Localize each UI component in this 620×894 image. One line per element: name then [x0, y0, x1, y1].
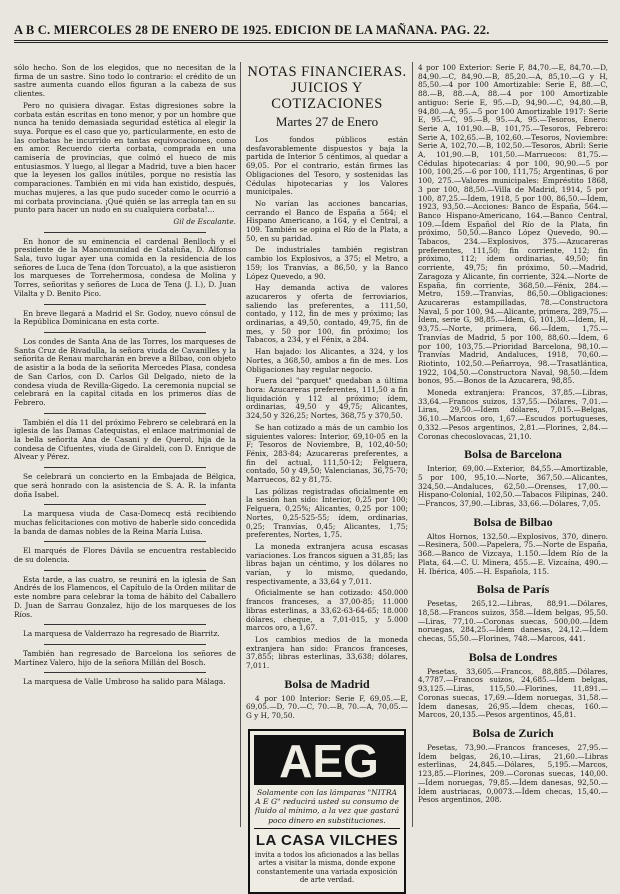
bolsa-zurich-text: Pesetas, 73,90.—Francos franceses, 27,95.—Ídem belgas, 26,10.—Liras, 21,60.—Libras esterlinas, 24,845.—Dólares, 5,195.—Marcos, 123,85.—Florines, 209.—Coronas suecas, 140,00.—Ídem noruegas, 79,85.—Ídem danesas, 92,50.—Ídem austriacas, 0,0073.—Ídem checas, 15,40.—Pesos argentinos, 208. [418, 743, 608, 805]
separator [44, 467, 206, 468]
bolsa-paris-text: Pesetas, 265,12.—Libras, 88,91.—Dólares, 18,58.—Francos suizos, 358.—Ídem belgas, 95,50.—Liras, 77,10.—Coronas suecas, 500,00.—Ídem noruegas, 284,25.—Ídem danesas, 24,12.—Ídem checas, 55,50.—Florines, 748.—Marcos, 441. [418, 599, 608, 644]
social-column [14, 64, 236, 829]
bolsa-madrid-heading: Bolsa de Madrid [284, 676, 370, 691]
finance-paragraph: Los fondos públicos están desfavorablemente dispuestos y baja la partida de Interior 5 céntimos, al quedar a 69,05. Por el contrario, están firmes las Obligaciones del Tesoro, y sostenidas las Cédulas hipotecarias y los Valores municipales. [246, 135, 408, 197]
separator [44, 672, 206, 673]
bolsa-barcelona-text: Interior, 69,00.—Exterior, 84,55.—Amortizable, 5 por 100, 95,10.—Norte, 367,50.—Alicantes, 324,50.—Andaluces, 62,50.—Orenses, 17,00.—Hispano-Colonial, 102,50.—Tabacos Filipinas, 240.—Francos, 37,90.—Libras, 33,66.—Dólares, 7,05. [418, 464, 608, 509]
masthead-rule-top [14, 40, 608, 41]
bolsa-londres-heading: Bolsa de Londres [468, 649, 558, 664]
separator [44, 504, 206, 505]
masthead [14, 22, 608, 38]
social-item: Esta tarde, a las cuatro, se reunirá en la iglesia de San Andrés de los Flamencos, el Capítulo de la Orden militar de este nombre para celebrar la toma de hábito del Caballero D. Juan de Sarrau Gonzalez, hijo de los marqueses de los Ríos. [14, 574, 236, 619]
separator [44, 413, 206, 414]
column-divider-1 [240, 62, 241, 827]
finance-paragraph: Hay demanda activa de valores azucareros y oferta de ferroviarios, saliendo las preferentes, a 111,50, contado, y 112, fin de mes y próximo; las ordinarias, a 49,50, contado, 49,75, fin de mes, y 50 por 100, fin próximo; los Tabacos, a 234, y el Fénix, a 284. [246, 283, 408, 345]
finance-paragraph: No varían las acciones bancarias, cerrando el Banco de España a 564; el Hispano Americano, a 164, y el Central, a 109. También se opina el Río de la Plata, a 50, en su paridad. [246, 198, 408, 243]
separator [44, 624, 206, 625]
social-item: El marqués de Flores Dávila se encuentra restablecido de su dolencia. [14, 546, 236, 565]
finance-date: Martes 27 de Enero [275, 114, 379, 129]
social-item: La marquesa de Valderrazo ha regresado de Biarritz. [23, 629, 220, 639]
bolsa-paris-heading: Bolsa de París [476, 582, 550, 597]
foreign-currency-text: Moneda extranjera: Francos, 37,85.—Libras, 33,64.—Francos suizos, 137,55.—Dólares, 7,01.—Liras, 29,50.—Ídem dólares, 7,015.—Belgas, 36,10.—Marcos oro, 1,67.—Escudos portugueses, 0,332.—Pesos argentinos, 2,81.—Florines, 2,84.—Coronas checoslovacas, 21,10. [418, 388, 608, 441]
finance-paragraph: Se han cotizado a más de un cambio los siguientes valores: Interior, 69,10-05 en la F; Tesoros de Noviembre, B, 102,40-50; Fénix, 283-84; Azucareras preferentes, a fin del actual, 111,50-12; Felguera, contado, 50 y 49,50; Valencianas, 36,75-70; Marruecos, 82 y 81,75. [246, 422, 408, 485]
finance-paragraph: Los cambios medios de la moneda extranjera han sido: Francos franceses, 37,855; libras esterlinas, 33,638; dólares, 7,011. [246, 634, 408, 671]
finance-paragraph: La moneda extranjera acusa escasas variaciones. Los francos siguen a 31,85; las libras bajan un céntimo, y los dólares no varían, y lo mismo, quedando, respectivamente, a 33,64 y 7,011. [246, 541, 408, 586]
social-item: Se celebrará un concierto en la Embajada de Bélgica, que será honrado con la asistencia de S. A. R. la infanta doña Isabel. [14, 472, 236, 499]
social-item: También han regresado de Barcelona los señores de Martínez Valero, hijo de la señora Millán del Bosch. [14, 648, 236, 667]
aeg-ad-text: Solamente con las lámparas "NITRA A E G" reducirá usted su consumo de fluido al mínimo, a la vez que gastará poco dinero en substituciones. [254, 787, 400, 825]
social-item: En honor de su eminencia el cardenal Benlloch y el presidente de la Mancomunidad de Cataluña, D. Alfonso Sala, tuvo lugar ayer una comida en la residencia de los señores de Luca de Tena (don Torcuato), a la que asistieron los marqueses de Torrehermosa, condesa de Molina y Torres, señoritas y señores de Luca de Tena (J. I.), D. Juan Vilalta y D. Benito Pico. [14, 236, 236, 298]
bolsa-barcelona-heading: Bolsa de Barcelona [464, 447, 562, 462]
madrid-quotes-text: 4 por 100 Exterior: Serie F, 84,70.—E, 84,70.—D, 84,90.—C, 84,90.—B, 85,20.—A, 85,10.—G y H, 85,50.—4 por 100 Amortizable: Serie E, 88.—C, 88.—B, 88.—A, 88.—4 por 100 Amortizable antiguo: Serie E, 95.—D, 94,90.—C, 94,80.—B, 94,80.—A, 95.—5 por 100 Amortizable 1917: Serie E, 95.—C, 95.—B, 95.—A, 95.—Tesoros, Enero: Serie A, 101,90.—B, 101,75.—Tesoros, Febrero: Serie A, 102,65.—B, 102,60.—Tesoros, Noviembre: Serie A, 102,70.—B, 102,50.—Tesoros, Abril: Serie A, 101,90.—B, 101,50.—Marruecos: 81,75.—Cédulas hipotecarias: 4 por 100, 90,90.—5 por 100, 100,25.—6 por 100, 111,75; Argentinas, 6 por 100, 275.—Valores municipales: Empréstito 1868, 3 por 100, 88,50.—Villa de Madrid, 1914, 5 por 100, 87,25.—Ídem, 1918, 5 por 100, 86,50.—Ídem, 1923, 93,50.—Acciones: Banco de España, 564.—Banco Hispano-Americano, 164.—Banco Central, 109.—Ídem Español del Río de la Plata, fin próximo, 50,50.—Banco López Quevedo, 90.—Tabacos, 234.—Explosivos, 375.—Azucareras preferentes, 111,50; fin corriente, 112; fin próximo, 112; ídem ordinarias, 49,50; fin corriente, 49,75; fin próximo, 50.—Madrid, Zaragoza y Alicante, fin corriente, 324.—Norte de España, fin corriente, 368,50.—Fénix, 284.—Metro, 159.—Tranvías, 86,50.—Obligaciones: Azucareras estampilladas, 78.—Constructora Naval, 5 por 100, 94.—Alicante, primera, 289,75.—Ídem, serie G, 98,85.—Ídem, G, 101,30.—Ídem, H, 93,75.—Norte, primera, 66.—Ídem, 1,75.—Tranvías de Madrid, 5 por 100, 88,60.—Ídem, 6 por 100, 103,75.—Prioridad Barcelona, 98,10.—Tranvías Madrid, Andaluces, 1918, 70,60.—Riotinto, 102,50.—Peñarroya, 98.—Trasatlántica, 1922, 104,50.—Constructora Naval, 98,50.—Ídem bonos, 95.—Bonos de la Azucarera, 98,85. [418, 63, 608, 386]
finance-paragraph: Las pólizas registradas oficialmente en la sesión han sido: Interior, 0,25 por 100; Felguera, 0,25%; Alicantes, 0,25 por 100; Nortes, 0,25-525-55; ídem, ordinarias, 0,25; Tranvías, 0,45; Alicantes, 1,75; preferentes, Nortes, 1,75. [246, 486, 408, 540]
social-paragraph: sólo hecho. Son de los elegidos, que no necesitan de la firma de un sastre. Sino todo lo contrario: el crédito de un sastre aumenta cuando ellos figuran a la cabeza de sus clientes. [14, 63, 236, 99]
separator [44, 232, 206, 233]
finance-paragraph: De industriales también registran cambio los Explosivos, a 375; el Metro, a 159; los Tranvías, a 86,50, y la Banco López Quevedo, a 90. [246, 245, 408, 281]
vilches-ad-text: invita a todos los aficionados a las bellas artes a visitar la misma, donde expone constantemente una variada exposición de arte verdad. [254, 850, 400, 885]
finance-title: NOTAS FINANCIERAS. JUICIOS Y COTIZACIONES [247, 64, 407, 112]
aeg-logo-text: AEG [279, 734, 379, 787]
separator [44, 644, 206, 645]
social-item: La marquesa de Valle Umbroso ha salido para Málaga. [23, 677, 226, 687]
separator [44, 570, 206, 571]
finance-paragraph: Han bajado: los Alicantes, a 324, y los Nortes, a 368,50, ambos a fin de mes. Los Obligaciones hay regular negocio. [246, 347, 408, 374]
aeg-advertisement [248, 729, 406, 894]
masthead-rule-bottom [14, 42, 608, 43]
finance-paragraph: Oficialmente se han cotizado: 450.000 francos franceses, a 37,00-85; 11.000 libras esterlinas, a 33,62-63-64-65; 18.000 dólares, cheque, a 7,01-015, y 5.000 marcos oro, a 1,67. [246, 588, 408, 633]
article-signature: Gil de Escalante. [173, 216, 236, 226]
social-item: La marquesa viuda de Casa-Domecq está recibiendo muchas felicitaciones con motivo de haberle sido concedida la banda de damas nobles de la Reina María Luisa. [14, 509, 236, 536]
column-divider-2 [412, 62, 413, 827]
finance-column [246, 64, 408, 885]
separator [44, 304, 206, 305]
finance-paragraph: Fuera del "parquet" quedaban a última hora: Azucareras preferentes, 111,50 a fin liquidación y 112 al próximo; ídem, ordinarias, 49,50 y 49,75; Alicantes, 324,50 y 326,25; Nortes, 368,75 y 370,50. [246, 376, 408, 421]
bolsa-bilbao-heading: Bolsa de Bilbao [473, 514, 553, 529]
masthead-text: A B C. MIERCOLES 28 DE ENERO DE 1925. EDICION DE LA MAÑANA. PAG. 22. [14, 22, 490, 37]
separator [44, 332, 206, 333]
quotes-column [418, 64, 608, 829]
bolsa-bilbao-text: Altos Hornos, 132,50.—Explosivos, 370, dinero.—Resinera, 500.—Papelera, 75.—Norte de España, 368.—Banco de Vizcaya, 1.150.—Ídem Río de la Plata, 64.—C. U. Minera, 455.—E. Vizcaína, 490.—H. Ibérica, 405.—H. Española, 115. [418, 531, 608, 576]
bolsa-madrid-text: 4 por 100 Interior: Serie F, 69,05.—E, 69,05.—D, 70.—C, 70.—B, 70.—A, 70,05.—G y H, 70,50. [246, 693, 408, 721]
social-item: En breve llegará a Madrid el Sr. Godoy, nuevo cónsul de la República Dominicana en esta corte. [14, 308, 236, 327]
bolsa-zurich-heading: Bolsa de Zurich [472, 726, 554, 740]
bolsa-londres-text: Pesetas, 33,605.—Francos, 88,885.—Dólares, 4,7787.—Francos suizos, 24,685.—Ídem belgas, 93,125.—Liras, 115,50.—Florines, 11,891.—Coronas suecas, 17,69.—Ídem noruegas, 31,58.—Ídem danesas, 26,95.—Ídem checas, 160.—Marcos, 20,135.—Pesos argentinos, 45,81. [418, 666, 608, 720]
social-paragraph: Pero no quisiera divagar. Estas digresiones sobre la corbata están escritas en tono menor, y por un hombre que nunca ha tenido demasiada seguridad estética al elegir la suya. Porque es el caso que yo, particularmente, en esto de las corbatas he incurrido en tantas equivocaciones, como en amor. Recuerdo cierta corbata, comprada en una camisería de provincias, que colmó el hueco de mis entusiasmos. Y luego, al llegar a Madrid, tuve a bien hacer que la leyesen los gallos inútiles, porque no resistía las comparaciones. También en mi vida han existido, después, muchas mujeres, a las que pudo suceder como le ocurrió a mi corbata provinciana. ¡Qué quién se las arregla tan en su punto para hacer un nudo en su cualquiera corbata!... [14, 100, 236, 215]
aeg-logo-icon [254, 735, 404, 785]
social-item: También el día 11 del próximo Febrero se celebrará en la iglesia de las Damas Catequistas, el enlace matrimonial de la bella señorita Ana de Casani y de Querol, hija de la condesa de Cifuentes, viuda de Giraldeli, con D. Enrique de Alvear y Pérez. [14, 417, 236, 462]
vilches-store-name: LA CASA VILCHES [255, 831, 399, 849]
ad-divider [254, 828, 400, 829]
social-item: Los condes de Santa Ana de las Torres, los marqueses de Santa Cruz de Rivadulla, la señora viuda de Cavanilles y la señorita de Renau marcharán en breve a Bilbao, con objeto de asistir a la boda de la señorita Mercedes Plasa, condesa de San Carlos, con D. Carlos Gil Delgado, nieto de la condesa viuda de Revilla-Gigedo. La ceremonia nupcial se celebrará en la capital citada en los primeros días de Febrero. [14, 336, 236, 407]
separator [44, 541, 206, 542]
